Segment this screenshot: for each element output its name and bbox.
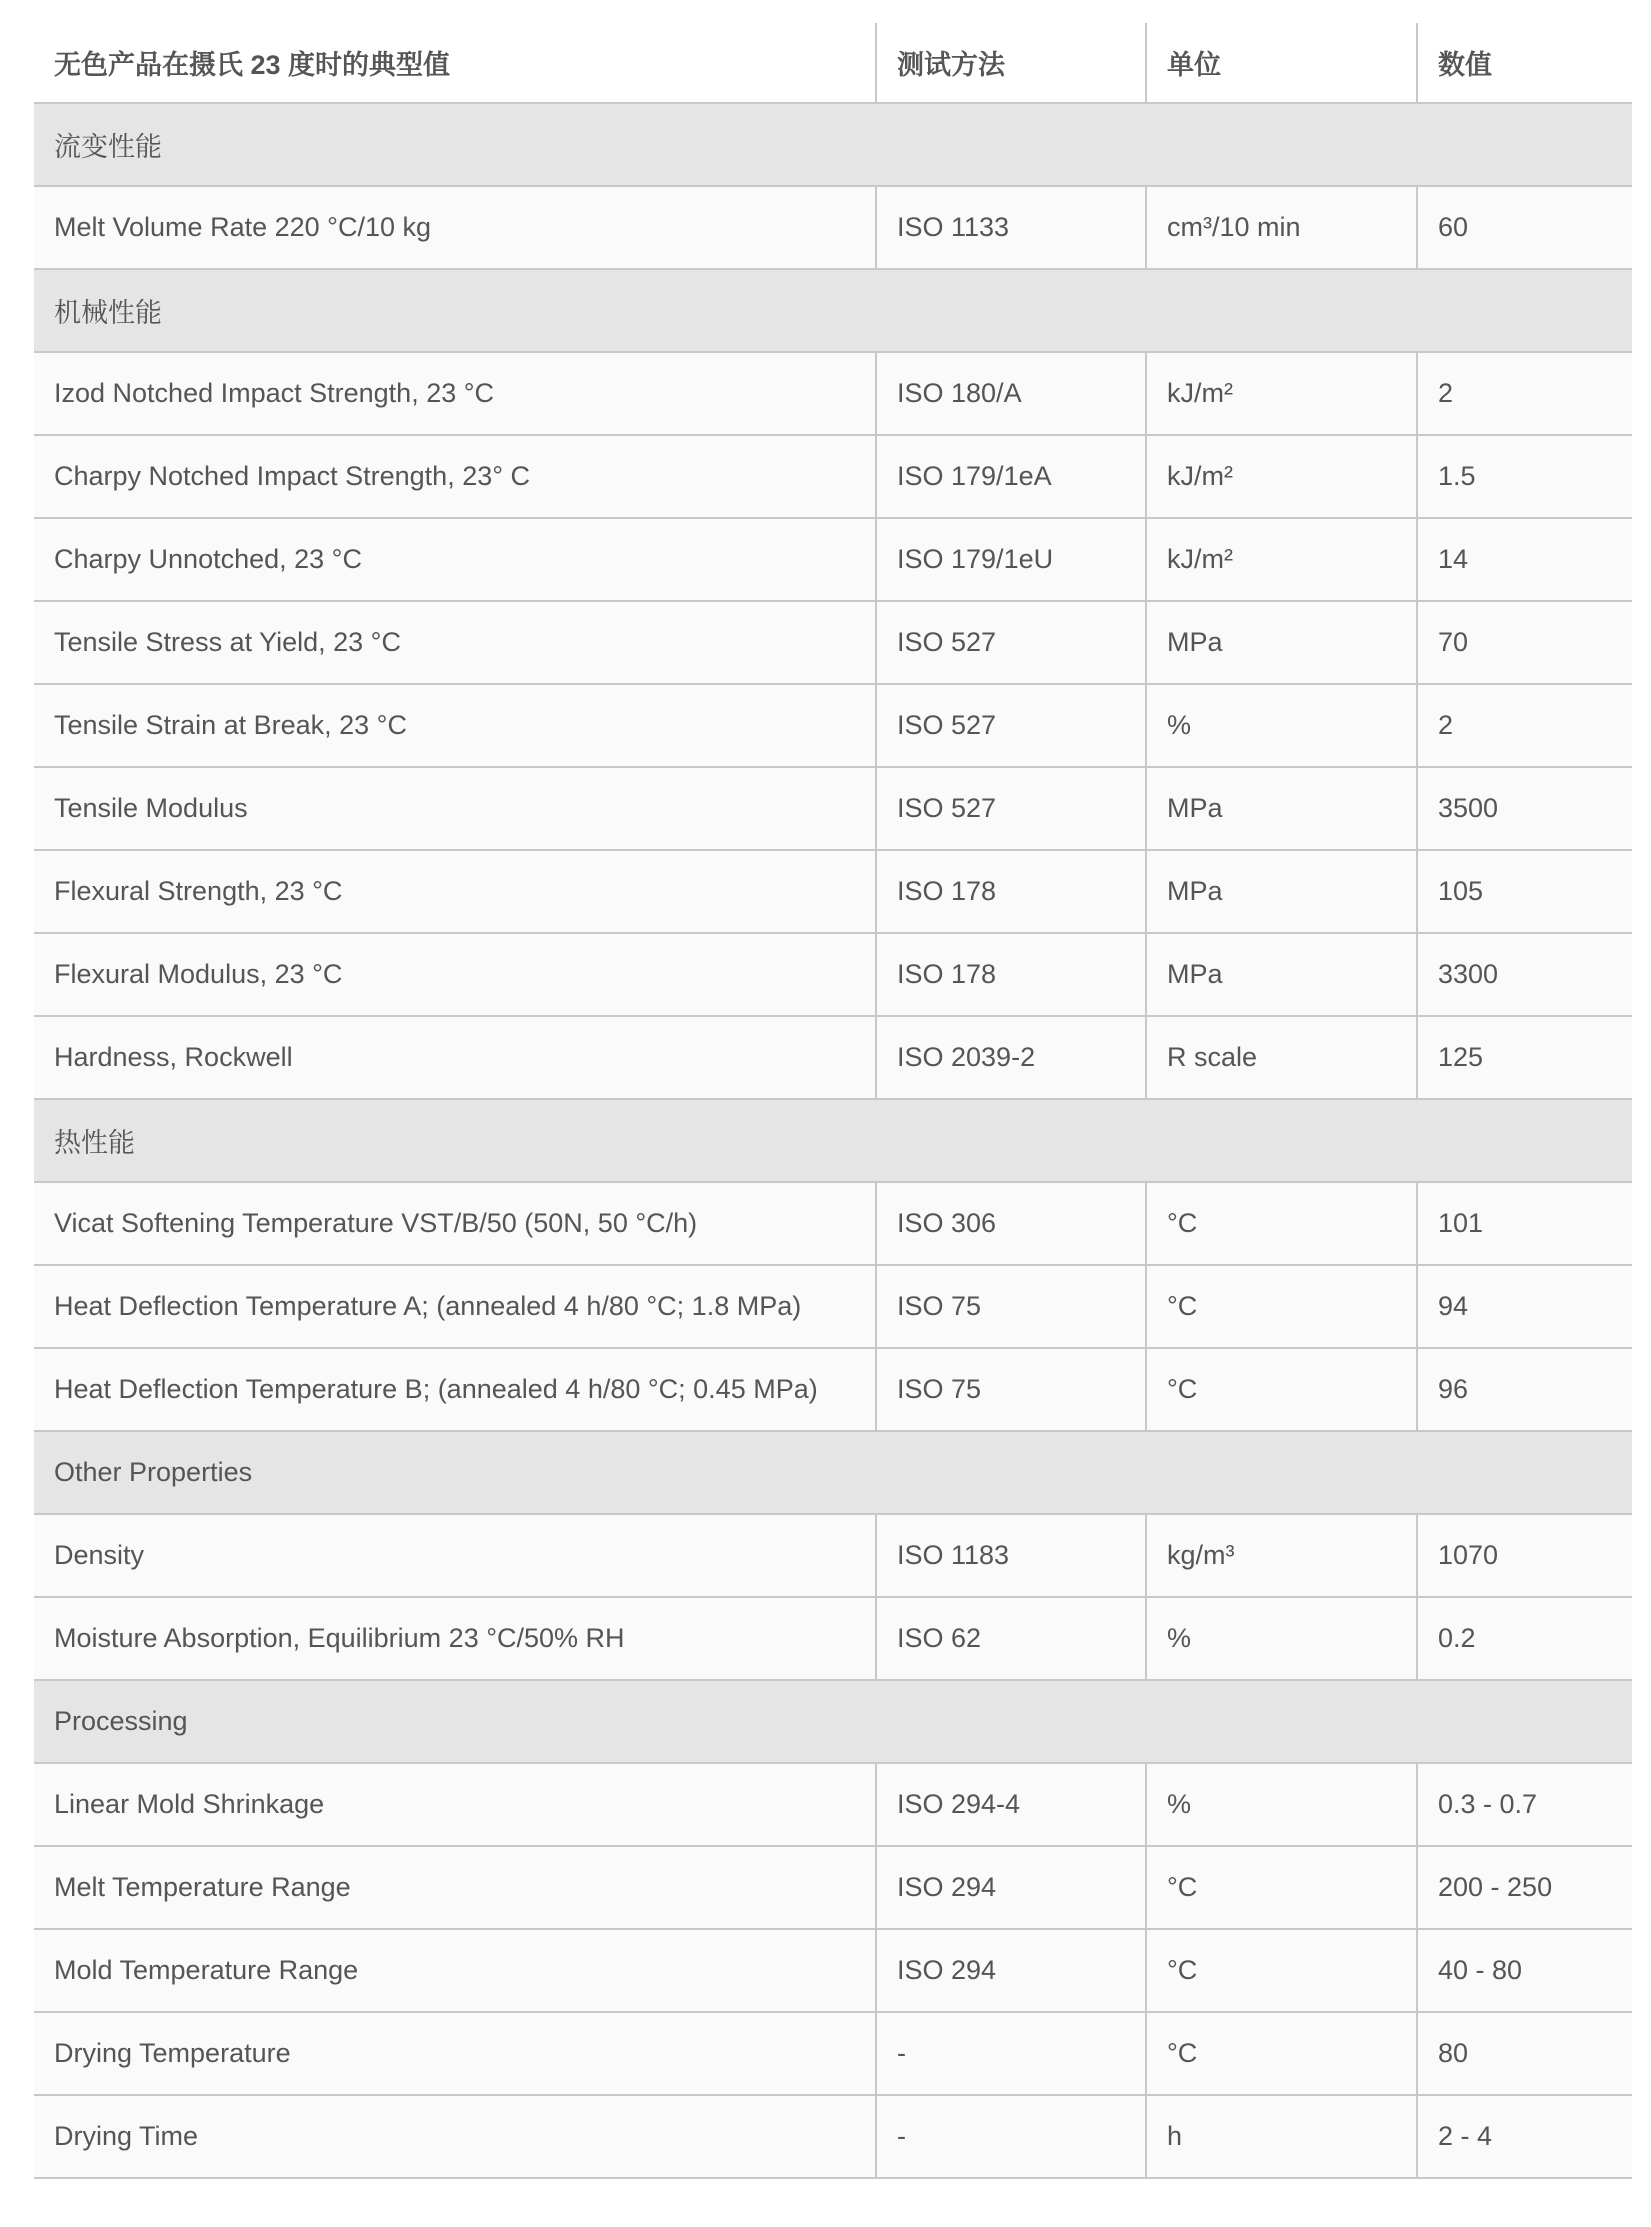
cell-property: Flexural Modulus, 23 °C — [34, 933, 876, 1016]
cell-property: Drying Time — [34, 2095, 876, 2178]
table-row — [34, 352, 1632, 435]
properties-table-container — [34, 23, 1632, 2179]
cell-test-method: ISO 527 — [876, 684, 1146, 767]
cell-value: 200 - 250 — [1417, 1846, 1632, 1929]
section-row — [34, 103, 1632, 186]
cell-property: Melt Temperature Range — [34, 1846, 876, 1929]
section-row — [34, 269, 1632, 352]
cell-value: 105 — [1417, 850, 1632, 933]
table-header — [34, 23, 1632, 103]
cell-test-method: ISO 294-4 — [876, 1763, 1146, 1846]
cell-test-method: ISO 62 — [876, 1597, 1146, 1680]
cell-unit: % — [1146, 1763, 1417, 1846]
cell-test-method: ISO 180/A — [876, 352, 1146, 435]
cell-test-method: ISO 306 — [876, 1182, 1146, 1265]
section-label: Other Properties — [34, 1431, 1632, 1514]
section-label: 机械性能 — [34, 269, 1632, 352]
cell-unit: °C — [1146, 1182, 1417, 1265]
cell-value: 2 - 4 — [1417, 2095, 1632, 2178]
header-test-method: 测试方法 — [876, 23, 1146, 103]
cell-unit: kg/m³ — [1146, 1514, 1417, 1597]
cell-test-method: ISO 75 — [876, 1348, 1146, 1431]
cell-unit: % — [1146, 1597, 1417, 1680]
cell-unit: °C — [1146, 1265, 1417, 1348]
table-row — [34, 1929, 1632, 2012]
cell-value: 125 — [1417, 1016, 1632, 1099]
cell-property: Tensile Modulus — [34, 767, 876, 850]
cell-value: 40 - 80 — [1417, 1929, 1632, 2012]
cell-test-method: ISO 527 — [876, 601, 1146, 684]
cell-property: Tensile Strain at Break, 23 °C — [34, 684, 876, 767]
cell-unit: °C — [1146, 1348, 1417, 1431]
section-row — [34, 1680, 1632, 1763]
table-row — [34, 2012, 1632, 2095]
cell-property: Linear Mold Shrinkage — [34, 1763, 876, 1846]
cell-value: 2 — [1417, 684, 1632, 767]
cell-property: Charpy Unnotched, 23 °C — [34, 518, 876, 601]
cell-property: Density — [34, 1514, 876, 1597]
cell-unit: kJ/m² — [1146, 518, 1417, 601]
table-row — [34, 1016, 1632, 1099]
cell-unit: °C — [1146, 2012, 1417, 2095]
cell-unit: kJ/m² — [1146, 352, 1417, 435]
cell-value: 60 — [1417, 186, 1632, 269]
cell-test-method: - — [876, 2012, 1146, 2095]
cell-test-method: - — [876, 2095, 1146, 2178]
section-label: Processing — [34, 1680, 1632, 1763]
header-property: 无色产品在摄氏 23 度时的典型值 — [34, 23, 876, 103]
cell-unit: MPa — [1146, 933, 1417, 1016]
cell-property: Moisture Absorption, Equilibrium 23 °C/50% RH — [34, 1597, 876, 1680]
table-row — [34, 1514, 1632, 1597]
cell-unit: kJ/m² — [1146, 435, 1417, 518]
cell-test-method: ISO 527 — [876, 767, 1146, 850]
section-row — [34, 1431, 1632, 1514]
cell-unit: % — [1146, 684, 1417, 767]
table-row — [34, 1763, 1632, 1846]
cell-property: Charpy Notched Impact Strength, 23° C — [34, 435, 876, 518]
header-value: 数值 — [1417, 23, 1632, 103]
cell-property: Heat Deflection Temperature B; (annealed 4 h/80 °C; 0.45 MPa) — [34, 1348, 876, 1431]
cell-value: 94 — [1417, 1265, 1632, 1348]
cell-test-method: ISO 2039-2 — [876, 1016, 1146, 1099]
header-row — [34, 23, 1632, 103]
cell-unit: cm³/10 min — [1146, 186, 1417, 269]
cell-value: 0.3 - 0.7 — [1417, 1763, 1632, 1846]
cell-value: 1.5 — [1417, 435, 1632, 518]
cell-test-method: ISO 178 — [876, 933, 1146, 1016]
cell-value: 70 — [1417, 601, 1632, 684]
table-row — [34, 684, 1632, 767]
cell-value: 1070 — [1417, 1514, 1632, 1597]
cell-test-method: ISO 179/1eA — [876, 435, 1146, 518]
table-row — [34, 435, 1632, 518]
cell-unit: R scale — [1146, 1016, 1417, 1099]
cell-test-method: ISO 179/1eU — [876, 518, 1146, 601]
cell-test-method: ISO 1133 — [876, 186, 1146, 269]
cell-unit: MPa — [1146, 767, 1417, 850]
cell-value: 80 — [1417, 2012, 1632, 2095]
table-row — [34, 1265, 1632, 1348]
cell-test-method: ISO 1183 — [876, 1514, 1146, 1597]
cell-property: Flexural Strength, 23 °C — [34, 850, 876, 933]
cell-unit: MPa — [1146, 601, 1417, 684]
cell-property: Hardness, Rockwell — [34, 1016, 876, 1099]
cell-unit: h — [1146, 2095, 1417, 2178]
cell-property: Vicat Softening Temperature VST/B/50 (50N, 50 °C/h) — [34, 1182, 876, 1265]
table-row — [34, 1182, 1632, 1265]
cell-value: 3300 — [1417, 933, 1632, 1016]
table-row — [34, 850, 1632, 933]
table-row — [34, 186, 1632, 269]
section-label: 流变性能 — [34, 103, 1632, 186]
cell-property: Drying Temperature — [34, 2012, 876, 2095]
cell-test-method: ISO 75 — [876, 1265, 1146, 1348]
cell-test-method: ISO 294 — [876, 1929, 1146, 2012]
table-row — [34, 933, 1632, 1016]
cell-test-method: ISO 294 — [876, 1846, 1146, 1929]
properties-table — [34, 23, 1632, 2179]
table-row — [34, 2095, 1632, 2178]
cell-property: Mold Temperature Range — [34, 1929, 876, 2012]
table-row — [34, 1597, 1632, 1680]
header-unit: 单位 — [1146, 23, 1417, 103]
cell-test-method: ISO 178 — [876, 850, 1146, 933]
cell-value: 0.2 — [1417, 1597, 1632, 1680]
section-label: 热性能 — [34, 1099, 1632, 1182]
cell-value: 14 — [1417, 518, 1632, 601]
cell-unit: MPa — [1146, 850, 1417, 933]
cell-property: Tensile Stress at Yield, 23 °C — [34, 601, 876, 684]
cell-value: 2 — [1417, 352, 1632, 435]
cell-property: Heat Deflection Temperature A; (annealed 4 h/80 °C; 1.8 MPa) — [34, 1265, 876, 1348]
table-body — [34, 103, 1632, 2178]
table-row — [34, 767, 1632, 850]
cell-value: 3500 — [1417, 767, 1632, 850]
cell-value: 96 — [1417, 1348, 1632, 1431]
table-row — [34, 1846, 1632, 1929]
cell-property: Melt Volume Rate 220 °C/10 kg — [34, 186, 876, 269]
table-row — [34, 601, 1632, 684]
cell-unit: °C — [1146, 1846, 1417, 1929]
table-row — [34, 1348, 1632, 1431]
cell-unit: °C — [1146, 1929, 1417, 2012]
cell-value: 101 — [1417, 1182, 1632, 1265]
table-row — [34, 518, 1632, 601]
cell-property: Izod Notched Impact Strength, 23 °C — [34, 352, 876, 435]
section-row — [34, 1099, 1632, 1182]
